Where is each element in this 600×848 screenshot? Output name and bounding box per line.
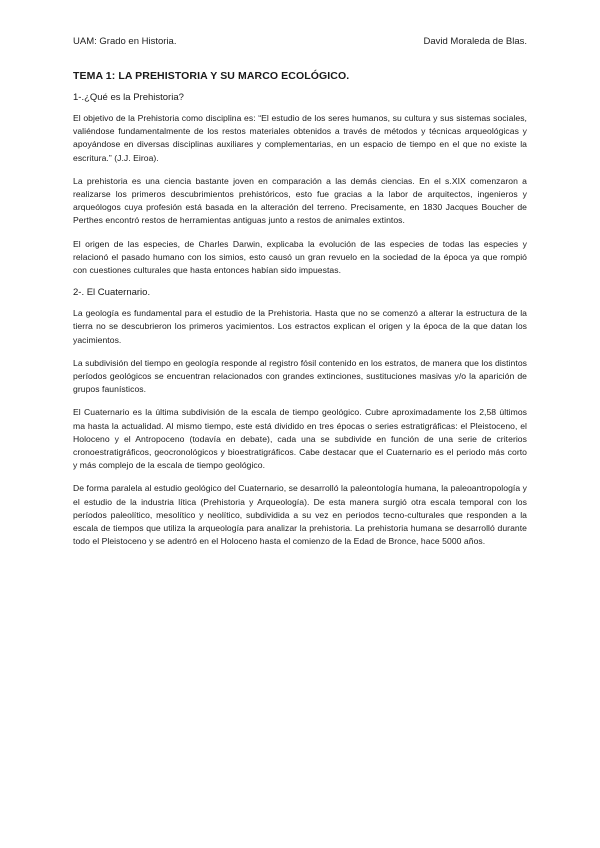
paragraph: La geología es fundamental para el estudio de la Prehistoria. Hasta que no se comenzó a alterar la estructura de la tierra no se descubrieron los primeros yacimientos. Los estractos explican el origen y la época de la que datan los yacimientos. — [73, 308, 527, 345]
page-header — [73, 36, 527, 50]
header-right-text: David Moraleda de Blas. — [423, 36, 527, 47]
paragraph: La subdivisión del tiempo en geología responde al registro fósil contenido en los estratos, de manera que los distintos períodos geológicos se encuentran relacionados con grandes extinciones, sustituciones masivas y/o la aparición de grupos faunísticos. — [73, 357, 527, 395]
document-body — [73, 70, 527, 558]
paragraph: El origen de las especies, de Charles Darwin, explicaba la evolución de las especies de todas las especies y relacionó el pasado humano con los simios, esto causó un gran revuelo en la sociedad de la época ya que rompió con cuestiones culturales que hasta entonces habían sido impuestas. — [73, 238, 527, 276]
paragraph: La prehistoria es una ciencia bastante joven en comparación a las demás ciencias. En el s.XIX comenzaron a realizarse los primeros descubrimientos prehistóricos, esto fue gracias a la labor de arquitectos, ingenieros y arqueólogos cuya profesión está basada en la alteración del terreno. Precisamente, en 1830 Jacques Boucher de Perthes encontró restos de herramientas antiguas junto a restos de animales extintos. — [73, 175, 527, 226]
header-left-text: UAM: Grado en Historia. — [73, 36, 177, 47]
paragraph: El Cuaternario es la última subdivisión de la escala de tiempo geológico. Cubre aproximadamente los 2,58 últimos ma hasta la actualidad. Al mismo tiempo, este está dividido en tres épocas o series estratigráficas: el Pleistoceno, el Holoceno y el Antropoceno (todavía en debate), cada una se subdivide en función de una serie de criterios cronoestratigráficos, geocronológicos y bioestratigráficos. Cabe destacar que el Cuaternario es el periodo más corto y más complejo de la escala de tiempo geológico. — [73, 407, 527, 471]
section-heading-1: 1-.¿Qué es la Prehistoria? — [73, 92, 184, 103]
paragraph: El objetivo de la Prehistoria como disciplina es: “El estudio de los seres humanos, su cultura y sus sistemas sociales, valiéndose fundamentalmente de los restos materiales obtenidos a través de métodos y técnicas arqueológicas y apoyándose en diversas disciplinas auxiliares y complementarias, en un espacio de tiempo en el que no existe la escritura.” (J.J. Eiroa). — [73, 113, 527, 163]
paragraph: De forma paralela al estudio geológico del Cuaternario, se desarrolló la paleontología humana, la paleoantropología y el estudio de la industria lítica (Prehistoria y Arqueología). De esta manera surgió otra escala temporal con los períodos paleolítico, mesolítico y neolítico, subdividida a su vez en periodos tecno-culturales que responden a la escala de tiempos que utiliza la arqueología para analizar la prehistoria. La prehistoria humana se desarrolló durante todo el Pleistoceno y se adentró en el Holoceno hasta el comienzo de la Edad de Bronce, hace 5000 años. — [73, 483, 527, 547]
document-title: TEMA 1: LA PREHISTORIA Y SU MARCO ECOLÓGICO. — [73, 70, 350, 82]
section-heading-2: 2-. El Cuaternario. — [73, 287, 151, 299]
